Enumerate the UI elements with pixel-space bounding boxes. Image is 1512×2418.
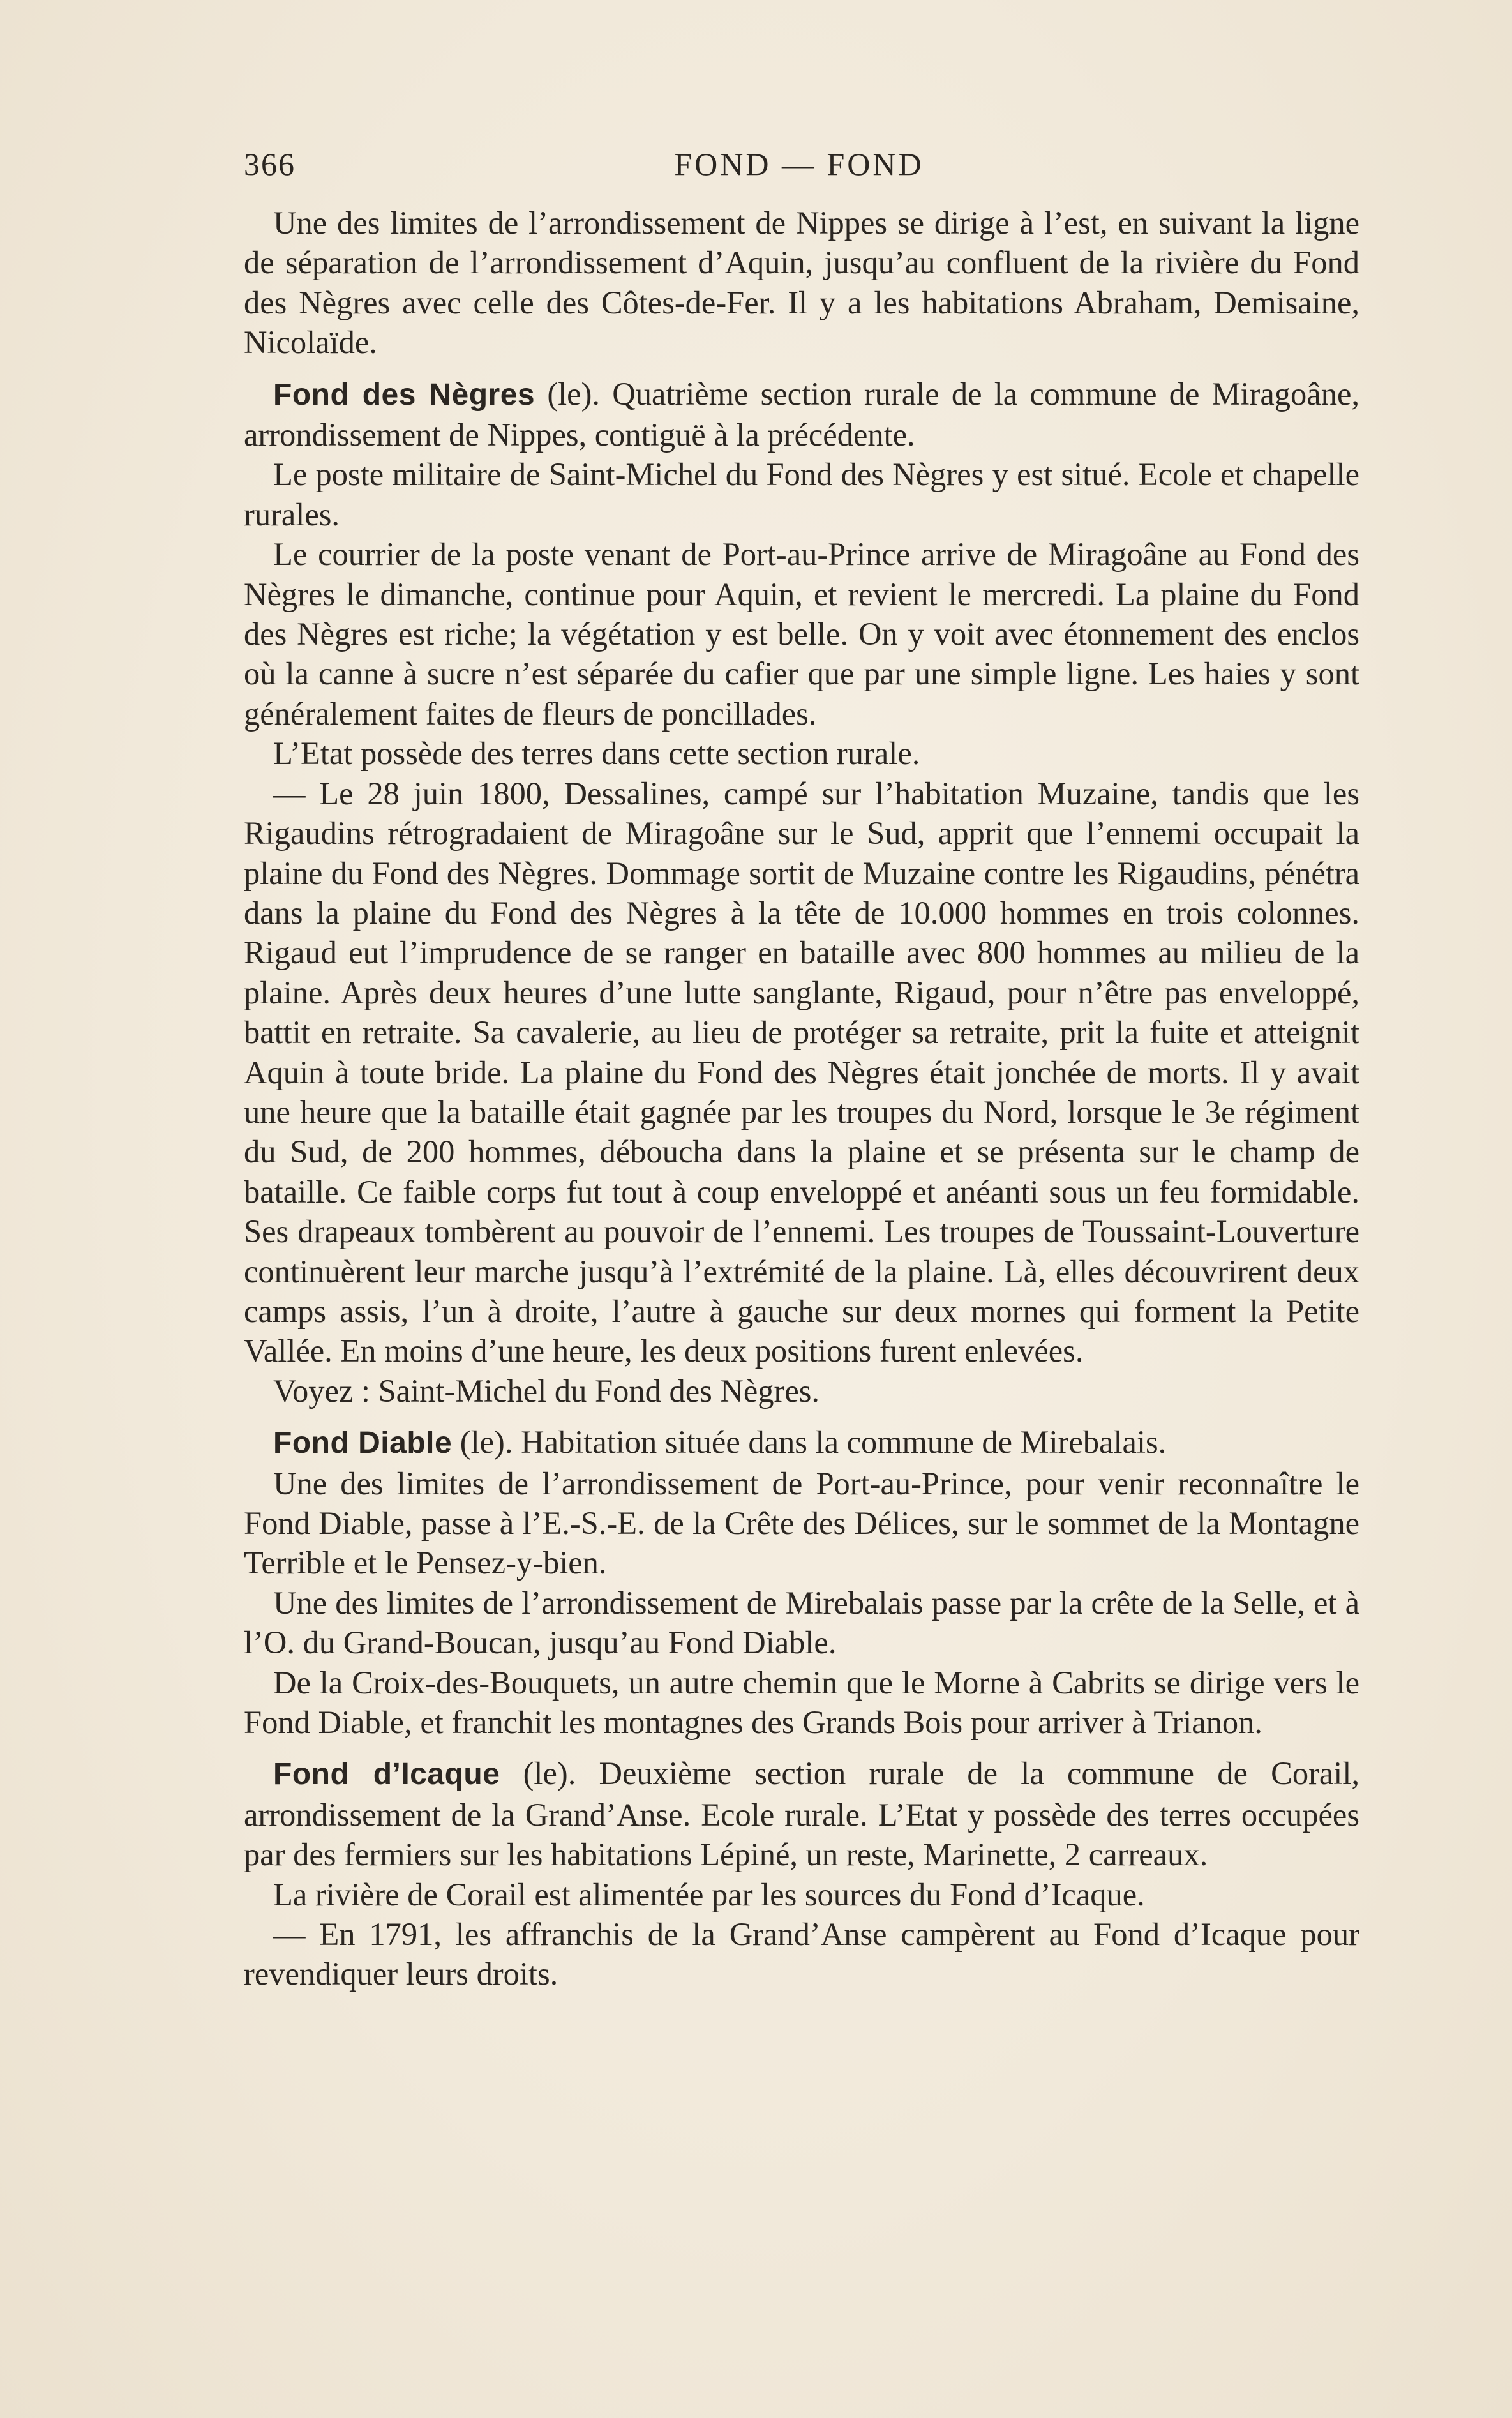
- paragraph-text: Le courrier de la poste venant de Port-au-Prince arrive de Miragoâne au Fond des Nègres le dimanche, continue pour Aquin, et revient le mercredi. La plaine du Fond des Nègres est riche; la végétation y est belle. On y voit avec étonnement des enclos où la canne à sucre n’est séparée du cafier que par une simple ligne. Les haies y sont généralement faites de fleurs de poncillades.: [244, 536, 1359, 732]
- entry-heading: Fond Diable: [273, 1426, 453, 1461]
- running-head: FOND — FOND: [674, 146, 924, 182]
- paragraph-text: — En 1791, les affranchis de la Grand’Anse campèrent au Fond d’Icaque pour revendiquer leurs droits.: [244, 1916, 1359, 1992]
- entry-heading: Fond des Nègres: [273, 377, 535, 412]
- entry-heading-suffix: (le).: [535, 375, 613, 412]
- paragraph-text: De la Croix-des-Bouquets, un autre chemin que le Morne à Cabrits se dirige vers le Fond Diable, et franchit les montagnes des Grands Bois pour arriver à Trianon.: [244, 1664, 1359, 1741]
- paragraph-text: L’Etat possède des terres dans cette section rurale.: [273, 735, 920, 772]
- entry-heading: Fond d’Icaque: [273, 1757, 500, 1792]
- paragraph-text: Une des limites de l’arrondissement de Port-au-Prince, pour venir reconnaître le Fond Diable, passe à l’E.-S.-E. de la Crête des Délices, sur le sommet de la Montagne Terrible et le Pensez-y-bien.: [244, 1465, 1359, 1581]
- page-header: [244, 146, 1354, 190]
- paragraph: [244, 454, 1359, 534]
- paragraph: [244, 534, 1359, 733]
- paragraph: [244, 1464, 1359, 1583]
- paragraph: [244, 1914, 1359, 1994]
- entry-paragraph: [244, 374, 1359, 455]
- paragraph: [244, 1583, 1359, 1663]
- paragraph-text: Une des limites de l’arrondissement de Mirebalais passe par la crête de la Selle, et à l’O. du Grand-Boucan, jusqu’au Fond Diable.: [244, 1584, 1359, 1661]
- paragraph-text: Habitation située dans la commune de Mirebalais.: [521, 1424, 1167, 1461]
- paragraph-text: La rivière de Corail est alimentée par les sources du Fond d’Icaque.: [273, 1876, 1145, 1912]
- entry-paragraph: [244, 1422, 1359, 1463]
- entry-heading-suffix: (le).: [500, 1755, 599, 1792]
- paragraph: [244, 1663, 1359, 1743]
- body-text: [244, 203, 1359, 1994]
- paragraph: [244, 1875, 1359, 1914]
- entry-paragraph: [244, 1753, 1359, 1874]
- paragraph-text: Une des limites de l’arrondissement de Nippes se dirige à l’est, en suivant la ligne de séparation de l’arrondissement d’Aquin, jusqu’au confluent de la rivière du Fond des Nègres avec celle des Côtes-de-Fer. Il y a les habitations Abraham, Demisaine, Nicolaïde.: [244, 205, 1359, 361]
- paragraph: [244, 1371, 1359, 1411]
- paragraph-text: Quatrième section rurale de la commune de Miragoâne, arrondissement de Nippes, contiguë à la précédente.: [244, 375, 1359, 453]
- paragraph: [244, 774, 1359, 1371]
- paragraph-text: Deuxième section rurale de la commune de Corail, arrondissement de la Grand’Anse. Ecole rurale. L’Etat y possède des terres occupées par des fermiers sur les habitations Lépiné, un reste, Marinette, 2 carreaux.: [244, 1755, 1359, 1873]
- paragraph: [244, 203, 1359, 363]
- paragraph: [244, 733, 1359, 773]
- paragraph-text: Le poste militaire de Saint-Michel du Fond des Nègres y est situé. Ecole et chapelle rurales.: [244, 456, 1359, 532]
- paragraph-text: — Le 28 juin 1800, Dessalines, campé sur l’habitation Muzaine, tandis que les Rigaudins rétrogradaient de Miragoâne sur le Sud, apprit que l’ennemi occupait la plaine du Fond des Nègres. Dommage sortit de Muzaine contre les Rigaudins, pénétra dans la plaine du Fond des Nègres à la tête de 10.000 hommes en trois colonnes. Rigaud eut l’imprudence de se ranger en bataille avec 800 hommes au milieu de la plaine. Après deux heures d’une lutte sanglante, Rigaud, pour n’être pas enveloppé, battit en retraite. Sa cavalerie, au lieu de protéger sa retraite, prit la fuite et atteignit Aquin à toute bride. La plaine du Fond des Nègres était jonchée de morts. Il y avait une heure que la bataille était gagnée par les troupes du Nord, lorsque le 3e régiment du Sud, de 200 hommes, déboucha dans la plaine et se présenta sur le champ de bataille. Ce faible corps fut tout à coup enveloppé et anéanti sous un feu formidable. Ses drapeaux tombèrent au pouvoir de l’ennemi. Les troupes de Toussaint-Louverture continuèrent leur marche jusqu’à l’extrémité de la plaine. Là, elles découvrirent deux camps assis, l’un à droite, l’autre à gauche sur deux mornes qui forment la Petite Vallée. En moins d’une heure, les deux positions furent enlevées.: [244, 775, 1359, 1369]
- page-number: 366: [244, 146, 296, 182]
- paragraph-text: Voyez : Saint-Michel du Fond des Nègres.: [273, 1372, 820, 1409]
- entry-heading-suffix: (le).: [452, 1424, 521, 1461]
